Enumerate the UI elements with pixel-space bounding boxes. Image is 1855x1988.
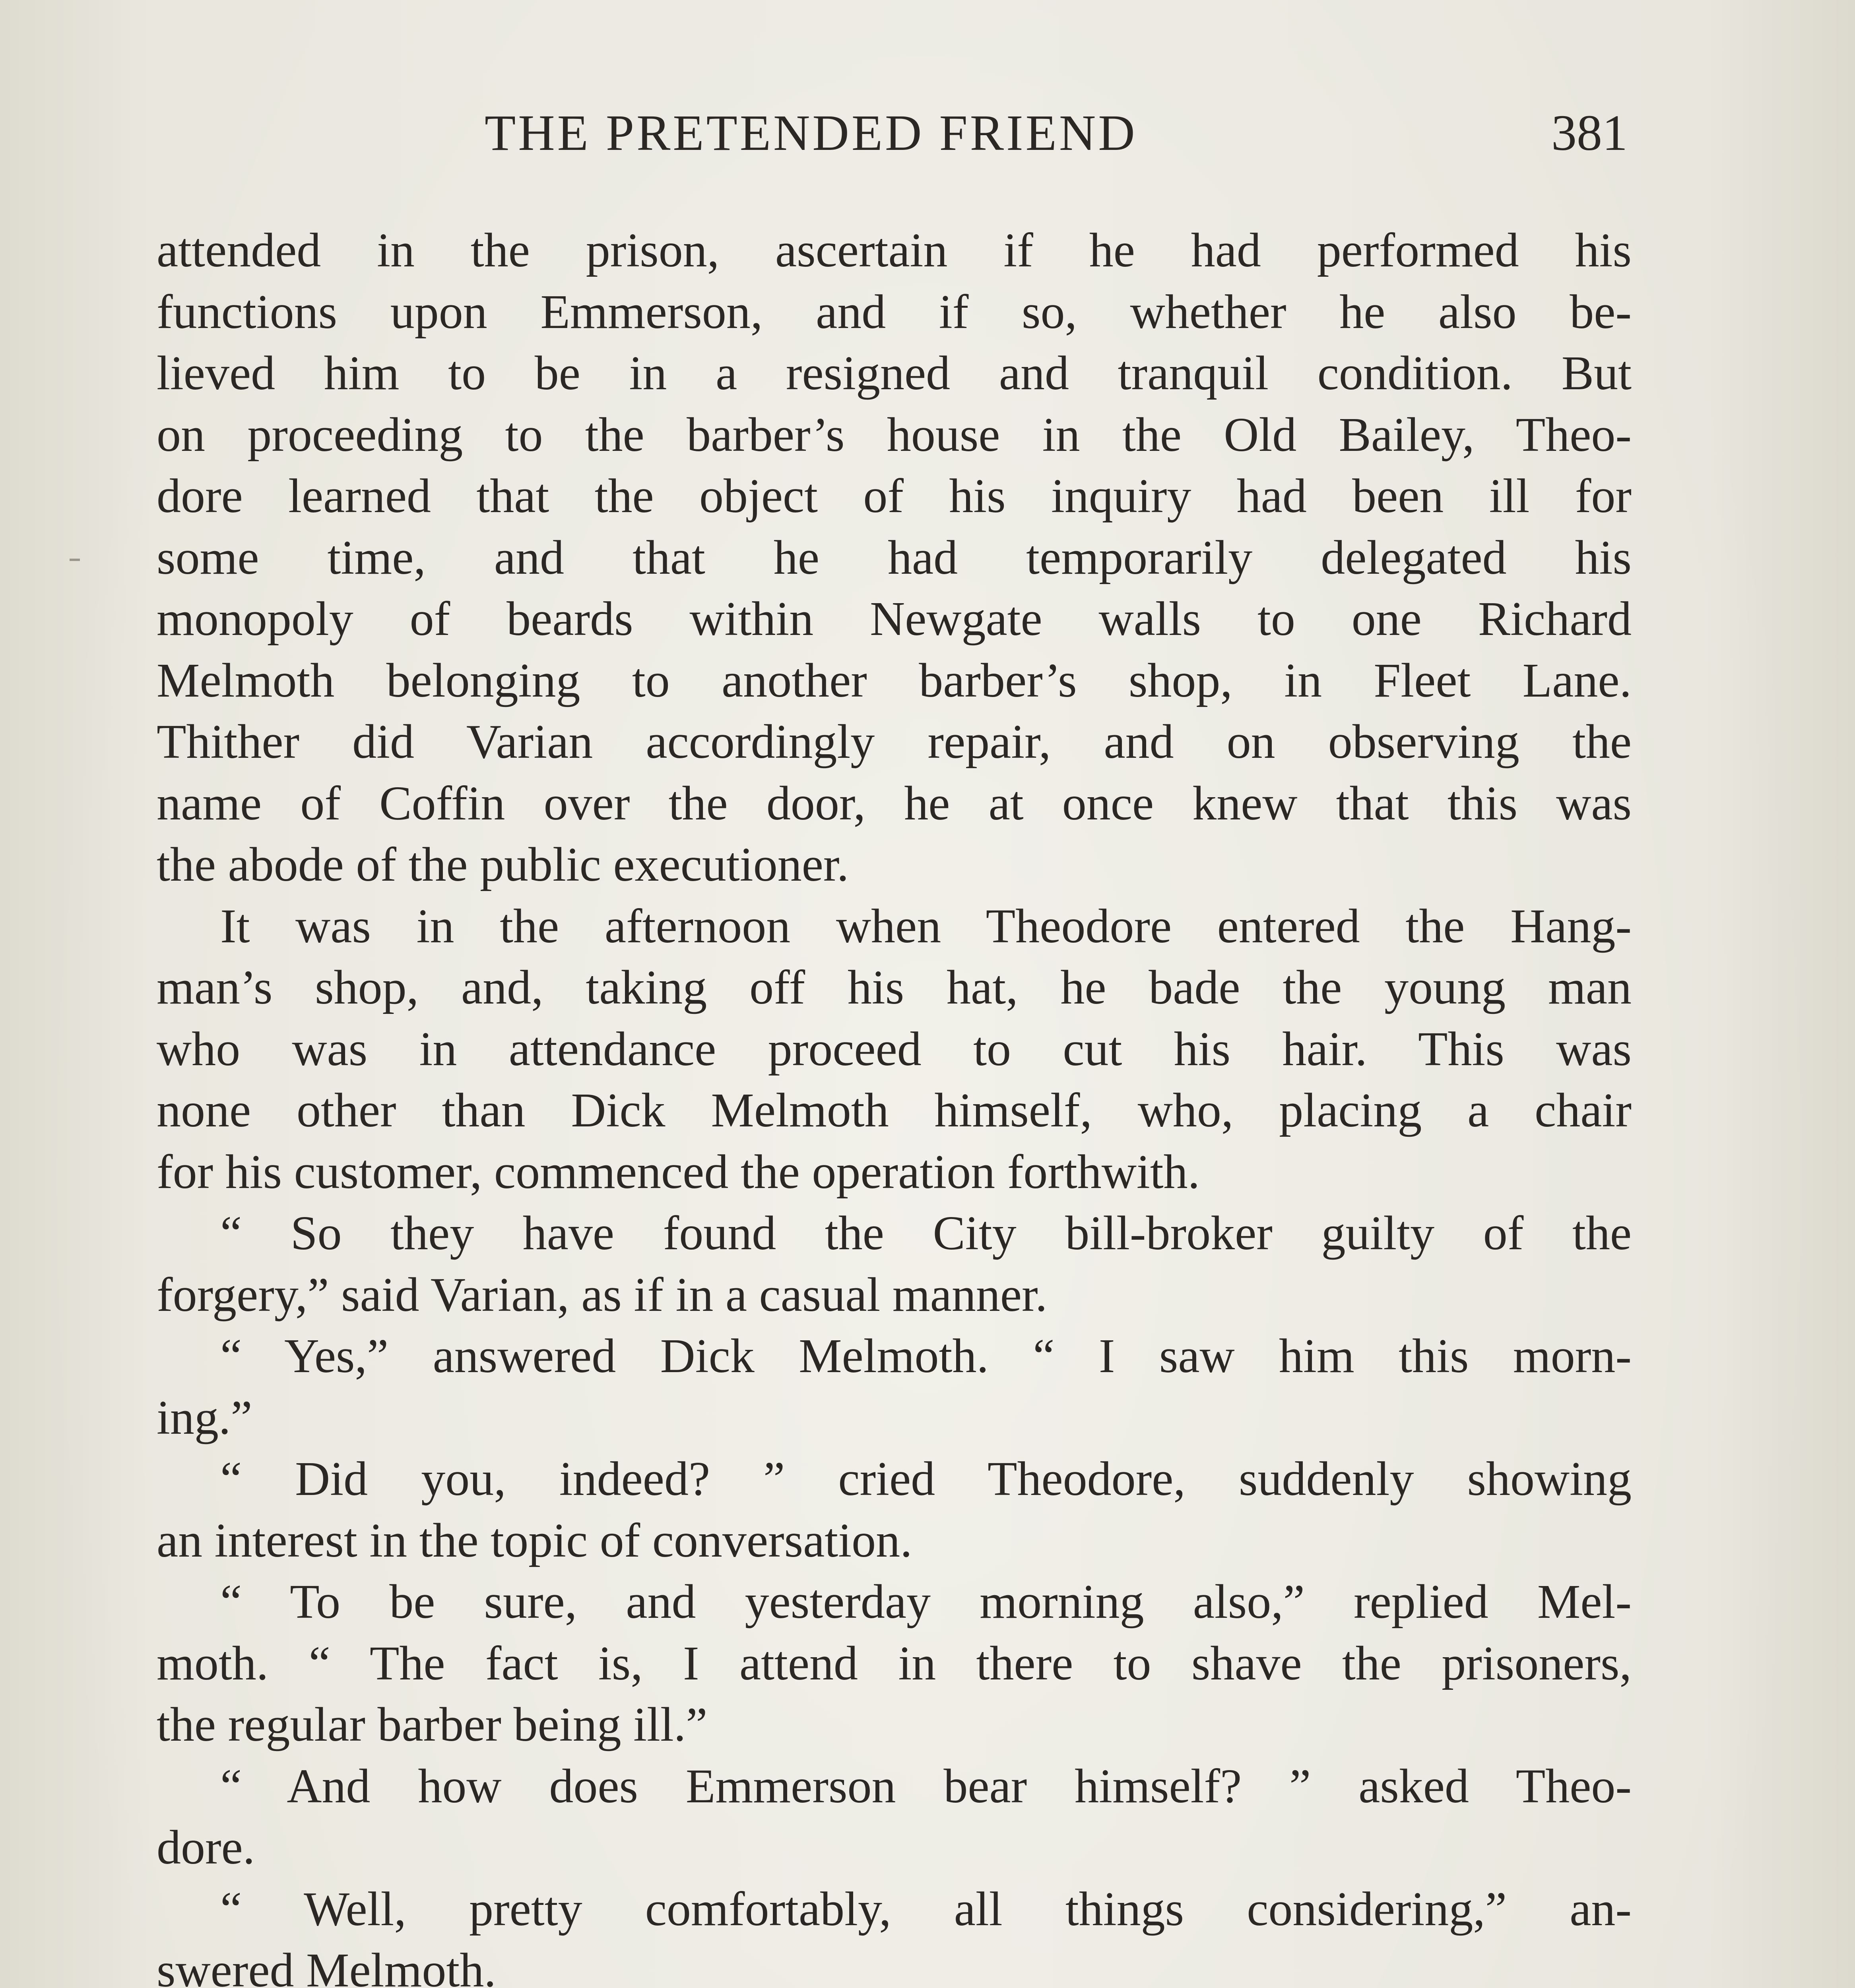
text-line: forgery,” said Varian, as if in a casual manner. xyxy=(157,1268,1048,1322)
text-line: “ Did you, indeed? ” cried Theodore, suddenly showing xyxy=(220,1452,1632,1506)
margin-mark xyxy=(70,559,80,561)
text-line: dore. xyxy=(157,1821,255,1874)
text-line: the regular barber being ill.” xyxy=(157,1698,708,1751)
text-line: name of Coffin over the door, he at once knew that this was xyxy=(157,776,1632,830)
text-line: monopoly of beards within Newgate walls to one Richard xyxy=(157,592,1632,646)
text-line: attended in the prison, ascertain if he had performed his xyxy=(157,223,1632,277)
page-number: 381 xyxy=(1551,105,1628,161)
text-line: ing.” xyxy=(157,1390,252,1444)
text-line: “ Well, pretty comfortably, all things considering,” an- xyxy=(220,1882,1632,1936)
text-line: “ So they have found the City bill-broker guilty of the xyxy=(220,1206,1632,1260)
text-line: on proceeding to the barber’s house in the Old Bailey, Theo- xyxy=(157,408,1632,462)
text-line: “ And how does Emmerson bear himself? ” asked Theo- xyxy=(220,1759,1632,1813)
running-head-title: THE PRETENDED FRIEND xyxy=(485,105,1137,161)
text-line: none other than Dick Melmoth himself, who, placing a chair xyxy=(157,1083,1632,1137)
text-line: man’s shop, and, taking off his hat, he bade the young man xyxy=(157,961,1632,1014)
text-line: swered Melmoth. xyxy=(157,1943,496,1988)
text-line: Melmoth belonging to another barber’s shop, in Fleet Lane. xyxy=(157,653,1632,707)
text-line: “ Yes,” answered Dick Melmoth. “ I saw him this morn- xyxy=(220,1329,1632,1383)
text-line: some time, and that he had temporarily delegated his xyxy=(157,530,1632,584)
text-line: an interest in the topic of conversation. xyxy=(157,1513,912,1567)
text-line: dore learned that the object of his inquiry had been ill for xyxy=(157,469,1632,523)
text-line: the abode of the public executioner. xyxy=(157,838,849,891)
text-line: “ To be sure, and yesterday morning also,” replied Mel- xyxy=(220,1575,1632,1629)
body-text xyxy=(157,220,1632,1988)
text-line: for his customer, commenced the operation forthwith. xyxy=(157,1145,1200,1199)
text-line: Thither did Varian accordingly repair, and on observing the xyxy=(157,715,1632,769)
text-line: lieved him to be in a resigned and tranquil condition. But xyxy=(157,346,1632,400)
text-line: moth. “ The fact is, I attend in there to shave the prisoners, xyxy=(157,1636,1632,1690)
text-line: functions upon Emmerson, and if so, whether he also be- xyxy=(157,285,1632,339)
text-line: It was in the afternoon when Theodore entered the Hang- xyxy=(220,899,1632,953)
text-line: who was in attendance proceed to cut his hair. This was xyxy=(157,1022,1632,1076)
